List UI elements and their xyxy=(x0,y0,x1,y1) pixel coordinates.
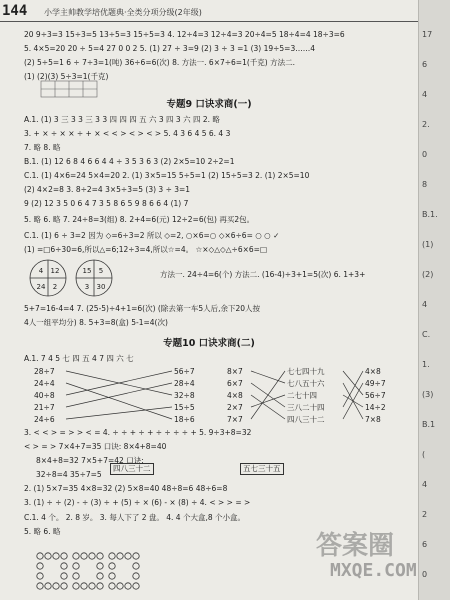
edge-text-fragment: 4 xyxy=(422,90,428,99)
bead xyxy=(45,553,51,559)
bead xyxy=(53,583,59,589)
bead xyxy=(109,553,115,559)
match-item: 7×7 xyxy=(227,415,243,424)
match-item: 4×8 xyxy=(365,367,381,376)
answer-line: C.1. 4 个。 2. 8 岁。 3. 每人下了 2 盘。 4. 4 个大盒,8 个小盒。 xyxy=(24,513,245,522)
circle-number: 2 xyxy=(52,283,58,291)
bead xyxy=(125,583,131,589)
matching-diagram-1 xyxy=(24,364,214,424)
section-title: 专题9 口诀求商(一) xyxy=(166,99,252,110)
bead xyxy=(73,553,79,559)
bead xyxy=(133,553,139,559)
circle-number: 24 xyxy=(36,283,46,291)
answer-line: C.1. (1) 4×6=24 5×4=20 2. (1) 3×5=15 5÷5=1 (2) 15÷5=3 2. (1) 2×5=10 xyxy=(24,171,310,180)
match-item: 24÷6 xyxy=(34,415,55,424)
match-item: 40÷8 xyxy=(34,391,55,400)
bead xyxy=(73,573,79,579)
answer-line: A.1. 7 4 5 七 四 五 4 7 四 六 七 xyxy=(24,354,134,363)
header-rule xyxy=(0,21,418,22)
bead xyxy=(133,563,139,569)
edge-text-fragment: 6 xyxy=(422,60,428,69)
circle-number: 15 xyxy=(82,267,92,275)
answer-line: < > = > 7×4+7=35 口诀: 8×4+8=40 xyxy=(24,442,167,451)
answer-line: 5. 略 6. 略 xyxy=(24,527,61,536)
edge-text-fragment: 2 xyxy=(422,510,428,519)
answer-line: C.1. (1) 6 ÷ 3=2 因为 ◇=6÷3=2 所以 ◇=2, ○×6=○ ◇×6÷6= ○ ○ ✓ xyxy=(24,231,280,240)
bead xyxy=(73,563,79,569)
edge-text-fragment: 0 xyxy=(422,150,428,159)
match-item: 二七十四 xyxy=(287,391,317,400)
edge-text-fragment: B.1. xyxy=(422,210,438,219)
match-item: 四八三十二 xyxy=(287,415,325,424)
bead xyxy=(97,553,103,559)
match-item: 49÷7 xyxy=(365,379,386,388)
circle-number: 3 xyxy=(84,283,90,291)
bead xyxy=(81,553,87,559)
bead xyxy=(109,563,115,569)
bead xyxy=(97,583,103,589)
answer-line: 20 9÷3=3 15÷3=5 13÷5=3 15÷5=3 4. 12÷4=3 12÷4=3 20÷4=5 18÷4=4 18÷3=6 xyxy=(24,30,345,39)
adjacent-page-edge xyxy=(418,0,450,600)
bead xyxy=(109,573,115,579)
bead xyxy=(97,563,103,569)
match-item: 15÷5 xyxy=(174,403,195,412)
answer-line: A.1. (1) 3 三 3 3 三 3 3 四 四 四 五 六 3 四 3 六 四 2. 略 xyxy=(24,115,220,124)
bead xyxy=(133,573,139,579)
circle-number: 4 xyxy=(38,267,44,275)
answer-line: 8×4+8=32 7×5+7=42 口诀: xyxy=(36,456,144,465)
edge-text-fragment: 6 xyxy=(422,540,428,549)
answer-line: 9 (2) 12 3 5 0 6 4 7 3 5 8 6 5 9 8 6 6 4 (1) 7 xyxy=(24,199,189,208)
bead xyxy=(37,553,43,559)
match-item: 6×7 xyxy=(227,379,243,388)
match-item: 56÷7 xyxy=(174,367,195,376)
bead xyxy=(61,573,67,579)
match-item: 7×8 xyxy=(365,415,381,424)
answer-line: 7. 略 8. 略 xyxy=(24,143,61,152)
answer-line: 方法一. 24÷4=6(个) 方法二. (16-4)÷3+1=5(次) 6. 1+3+ xyxy=(160,270,366,279)
answer-line: 3. < < > = > > < = 4. ÷ ÷ + ÷ + ÷ ÷ ÷ ÷ + 5. 9÷3+8=32 xyxy=(24,428,252,437)
match-item: 24÷4 xyxy=(34,379,55,388)
circle-number: 30 xyxy=(96,283,106,291)
bead xyxy=(37,583,43,589)
watermark-logo: 答案圈 xyxy=(316,531,395,561)
bead xyxy=(61,553,67,559)
match-item: 2×7 xyxy=(227,403,243,412)
edge-text-fragment: (1) xyxy=(422,240,434,249)
section-title: 专题10 口诀求商(二) xyxy=(163,338,255,349)
match-item: 56÷7 xyxy=(365,391,386,400)
answer-line: 5. 略 6. 略 7. 24÷8=3(组) 8. 2+4=6(元) 12÷2=6(包) 再买2包。 xyxy=(24,215,255,224)
edge-text-fragment: (3) xyxy=(422,390,434,399)
edge-text-fragment: (2) xyxy=(422,270,434,279)
edge-text-fragment: 0 xyxy=(422,570,428,579)
edge-text-fragment: 4 xyxy=(422,480,428,489)
page-number: 144 xyxy=(2,3,28,19)
answer-line: B.1. (1) 12 6 8 4 6 6 4 4 ÷ 3 5 3 6 3 (2) 2×5=10 2÷2=1 xyxy=(24,157,235,166)
bead xyxy=(61,563,67,569)
bead xyxy=(125,553,131,559)
match-item: 28÷4 xyxy=(174,379,195,388)
answer-line: 3. (1) ÷ ÷ (2) - ÷ (3) ÷ + (5) ÷ × (6) - × (8) ÷ 4. < > > = > xyxy=(24,498,251,507)
answer-line: 5+7=16-4=4 7. (25-5)÷4+1=6(次) (除去第一车5人后,余下20人按 xyxy=(24,304,261,313)
answer-line: 5. 4×5=20 20 ÷ 5=4 27 0 0 2 5. (1) 27 ÷ 3=9 (2) 3 ÷ 3 =1 (3) 19÷5=3……4 xyxy=(24,44,315,53)
watermark-url: MXQE.COM xyxy=(330,560,417,581)
bead xyxy=(73,583,79,589)
answer-line: 32÷8=4 35÷7=5 xyxy=(36,470,102,479)
answer-line: (1) (2)(3) 5÷3=1(千克) xyxy=(24,72,109,81)
edge-text-fragment: C. xyxy=(422,330,431,339)
circle-number: 5 xyxy=(98,267,104,275)
match-item: 七七四十九 xyxy=(287,367,325,376)
bead xyxy=(109,583,115,589)
match-item: 七八五十六 xyxy=(287,379,325,388)
edge-text-fragment: 8 xyxy=(422,180,428,189)
edge-text-fragment: 17 xyxy=(422,30,433,39)
bead xyxy=(89,553,95,559)
match-item: 21÷7 xyxy=(34,403,55,412)
match-item: 三八二十四 xyxy=(287,403,325,412)
edge-text-fragment: B.1 xyxy=(422,420,436,429)
boxed-answer: 五七三十五 xyxy=(240,463,284,475)
edge-text-fragment: ( xyxy=(422,450,426,459)
circle-number: 12 xyxy=(50,267,60,275)
edge-text-fragment: 4 xyxy=(422,300,428,309)
answer-line: 4人一组平均分) 8. 5+3=8(盒) 5-1=4(次) xyxy=(24,318,168,327)
bead xyxy=(97,573,103,579)
bead xyxy=(81,583,87,589)
bead xyxy=(117,583,123,589)
match-item: 4×8 xyxy=(227,391,243,400)
circle-diagrams xyxy=(28,258,118,300)
answer-line: 2. (1) 5×7=35 4×8=32 (2) 5×8=40 48÷8=6 48÷6=8 xyxy=(24,484,228,493)
bead xyxy=(37,573,43,579)
bead xyxy=(53,553,59,559)
bead xyxy=(133,583,139,589)
match-item: 32÷8 xyxy=(174,391,195,400)
page-header xyxy=(0,0,418,22)
boxed-answer: 四八三十二 xyxy=(110,463,154,475)
edge-text-fragment: 2. xyxy=(422,120,430,129)
match-item: 28÷7 xyxy=(34,367,55,376)
answer-line: (1) =□6÷30=6,所以△=6;12÷3=4,所以☆=4。 ☆×◇△◇△÷6×6=□ xyxy=(24,245,268,254)
match-item: 18÷6 xyxy=(174,415,195,424)
edge-text-fragment: 1. xyxy=(422,360,430,369)
matching-diagram-2 xyxy=(225,364,405,424)
answer-line: 3. + × ÷ × × ÷ + × < < > < > < > 5. 4 3 6 4 5 6. 4 3 xyxy=(24,129,231,138)
bead-diagram xyxy=(32,540,142,596)
running-title: 小学主帅教学培优题典·全类分项分级(2年级) xyxy=(44,8,202,17)
bead xyxy=(45,583,51,589)
answer-line: (2) 5÷5=1 6 ÷ 7÷3=1(吨) 36÷6=6(次) 8. 方法一. 6×7÷6=1(千克) 方法二. xyxy=(24,58,295,67)
bead xyxy=(61,583,67,589)
bead xyxy=(117,553,123,559)
bead xyxy=(37,563,43,569)
bead xyxy=(89,583,95,589)
match-item: 14÷2 xyxy=(365,403,386,412)
match-item: 8×7 xyxy=(227,367,243,376)
answer-line: (2) 4×2=8 3. 8÷2=4 3×5÷3=5 (3) 3 ÷ 3=1 xyxy=(24,185,191,194)
